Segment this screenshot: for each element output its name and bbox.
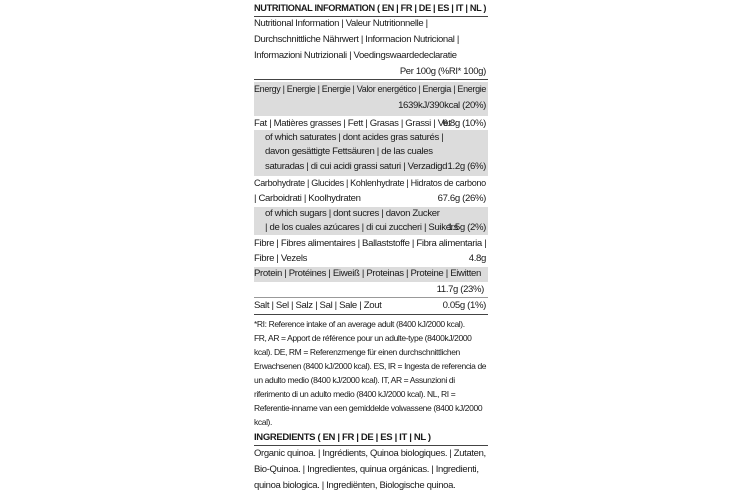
fat-value: 6.8g (10%) [442,118,486,129]
saturates-label-line: saturadas | di cui acidi grassi saturi | Verzadigd [265,161,448,172]
carbohydrate-row [254,178,488,208]
sugars-label-line: of which sugars | dont sucres | davon Zucker [265,208,440,219]
salt-value: 0.05g (1%) [442,300,486,311]
fibre-label-line: Fibre | Fibres alimentaires | Ballaststoffe | Fibra alimentaria | [254,238,487,249]
carbohydrate-label-line: Carbohydrate | Glucides | Kohlenhydrate | Hidratos de carbono [254,178,486,189]
divider [254,297,488,298]
ingredients-line: Bio-Quinoa. | Ingredientes, quinua orgánicas. | Ingredienti, [254,464,479,475]
fibre-row [254,238,488,266]
sugars-value: 1.5g (2%) [447,222,486,233]
fibre-label-line: Fibre | Vezels [254,253,308,264]
footnote-line: Erwachsenen (8400 kJ/2000 kcal). ES, IR = Ingesta de referencia de [254,361,487,371]
nutrition-title: NUTRITIONAL INFORMATION ( EN | FR | DE | ES | IT | NL ) [254,3,487,14]
ingredients-line: Organic quinoa. | Ingrédients, Quinoa biologiques. | Zutaten, [254,448,486,459]
salt-label: Salt | Sel | Salz | Sal | Sale | Zout [254,300,382,311]
divider [254,79,488,80]
energy-row [254,82,488,116]
salt-row [254,300,488,312]
subtitle-line: Durchschnittliche Nährwert | Informacion Nutricional | [254,34,459,45]
carbohydrate-label-line: | Carboidrati | Koolhydraten [254,193,361,204]
sugars-row [254,207,488,235]
carbohydrate-value: 67.6g (26%) [437,193,486,204]
column-header: Per 100g (%RI* 100g) [399,66,486,77]
fibre-value: 4.8g [468,253,486,264]
footnote-line: un adulto medio (8400 kJ/2000 kcal). IT, AR = Assunzioni di [254,375,455,385]
saturates-value: 1.2g (6%) [447,161,486,172]
footnote-line: kcal). [254,417,272,427]
ingredients-title: INGREDIENTS ( EN | FR | DE | ES | IT | NL ) [254,432,431,443]
subtitle-line: Nutritional Information | Valeur Nutritionnelle | [254,18,428,29]
subtitle-line: Informazioni Nutrizionali | Voedingswaardedeclaratie [254,50,457,61]
footnote-line: *RI: Reference intake of an average adult (8400 kJ/2000 kcal). [254,319,465,329]
footnote-line: kcal). DE, RM = Referenzmenge für einen durchschnittlichen [254,347,460,357]
saturates-label-line: davon gesättigte Fettsäuren | de las cuales [265,146,433,157]
saturates-row [254,130,488,176]
fat-label: Fat | Matières grasses | Fett | Grasas | Grassi | Vet [254,118,451,129]
divider [254,314,488,315]
energy-value: 1639kJ/390kcal (20%) [398,100,486,111]
protein-label: Protein | Protéines | Eiweiß | Proteinas | Proteine | Eiwitten [254,268,481,279]
fat-row [254,118,488,130]
energy-label: Energy | Energie | Energie | Valor energético | Energia | Energie [254,84,487,95]
ingredients-line: quinoa biologica. | Ingrediënten, Biologische quinoa. [254,480,456,491]
footnote-line: FR, AR = Apport de référence pour un adulte-type (8400kJ/2000 [254,333,472,343]
protein-row [254,267,488,282]
nutrition-label [254,0,490,493]
protein-value: 11.7g (23%) [436,284,484,295]
saturates-label-line: of which saturates | dont acides gras saturés | [265,132,444,143]
footnote-line: riferimento di un adulto medio (8400 kJ/2000 kcal). NL, RI = [254,389,456,399]
divider [254,445,488,446]
sugars-label-line: | de los cuales azúcares | di cui zuccheri | Suikers [265,222,458,233]
divider [254,16,488,17]
footnote-line: Referentie-inname van een gemiddelde volwassene (8400 kJ/2000 [254,403,483,413]
